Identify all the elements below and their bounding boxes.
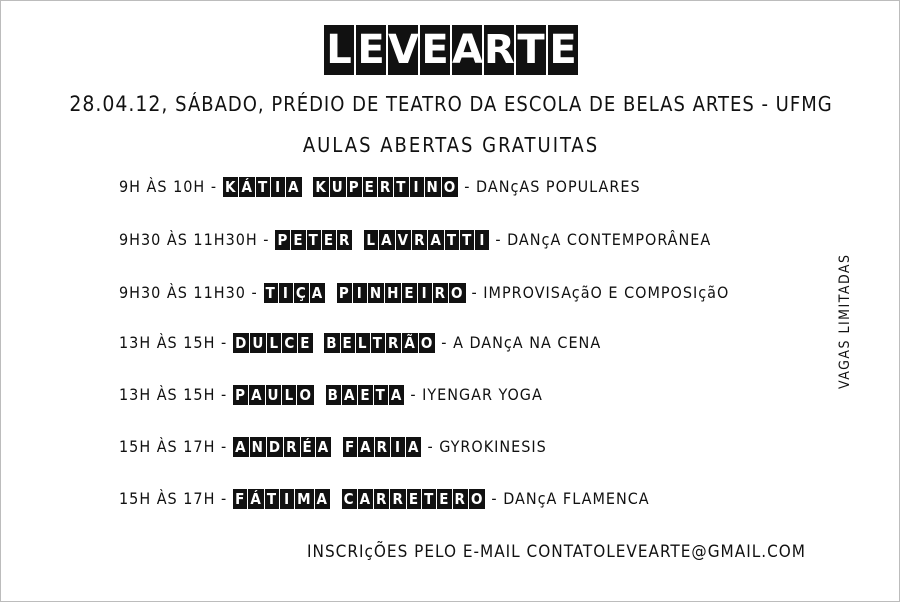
class-topic: - IYENGAR YOGA xyxy=(410,385,543,404)
schedule-row xyxy=(119,176,641,198)
teacher-letter: T xyxy=(257,178,269,196)
teacher-letter: E xyxy=(404,284,415,302)
teacher-letter: T xyxy=(375,386,386,404)
teacher-letter: R xyxy=(379,178,392,196)
title-letter: E xyxy=(421,27,449,73)
event-dateline xyxy=(1,92,900,116)
teacher-letter: Á xyxy=(241,178,253,196)
teacher-letter: E xyxy=(342,334,353,352)
teacher-letter xyxy=(303,177,313,197)
schedule-row xyxy=(119,488,650,510)
teacher-letter: I xyxy=(353,283,367,303)
teacher-letter: V xyxy=(397,231,410,249)
teacher-letter: Ã xyxy=(404,334,416,352)
teacher-letter: A xyxy=(430,231,442,249)
schedule-row xyxy=(119,229,711,251)
teacher-letter: A xyxy=(311,284,324,302)
teacher-letter: A xyxy=(251,386,263,404)
teacher-letter: C xyxy=(343,490,355,508)
teacher-letter: R xyxy=(376,438,389,456)
limited-spots-note: VAGAS LIMITADAS xyxy=(837,253,853,389)
teacher-letter: D xyxy=(235,334,248,352)
teacher-letter: K xyxy=(315,178,327,196)
teacher-letter: E xyxy=(408,490,420,508)
teacher-letter: N xyxy=(426,178,439,196)
teacher-letter xyxy=(314,333,324,353)
teacher-name xyxy=(233,489,485,509)
schedule-row xyxy=(119,436,547,458)
teacher-name xyxy=(264,283,466,303)
teacher-letter: R xyxy=(454,490,466,508)
teacher-letter: E xyxy=(439,490,450,508)
teacher-letter: C xyxy=(284,334,296,352)
event-subtitle: AULAS ABERTAS GRATUITAS xyxy=(302,133,600,157)
teacher-letter: A xyxy=(288,178,300,196)
teacher-letter: A xyxy=(235,438,247,456)
teacher-letter: U xyxy=(252,334,265,352)
signup-info: INSCRIçÕES PELO E-MAIL CONTATOLEVEARTE@GMAIL.COM xyxy=(307,542,806,562)
teacher-letter: Á xyxy=(250,490,262,508)
teacher-letter: T xyxy=(446,231,458,249)
teacher-letter: K xyxy=(225,178,237,196)
teacher-letter: R xyxy=(387,334,400,352)
title-letter: T xyxy=(517,27,545,73)
event-title-letters xyxy=(324,25,578,75)
teacher-letter: A xyxy=(390,386,403,404)
teacher-letter: A xyxy=(381,231,393,249)
class-topic: - DANçA CONTEMPORÂNEA xyxy=(495,230,712,249)
class-topic: - GYROKINESIS xyxy=(427,437,547,456)
teacher-letter: E xyxy=(364,178,375,196)
teacher-letter xyxy=(331,489,341,509)
teacher-letter: T xyxy=(424,490,435,508)
teacher-letter: O xyxy=(443,178,457,196)
teacher-letter: E xyxy=(323,231,335,249)
teacher-letter: I xyxy=(410,177,424,197)
teacher-letter: A xyxy=(316,490,328,508)
class-time: 13H ÀS 15H - xyxy=(119,333,228,352)
teacher-letter: A xyxy=(408,438,420,456)
teacher-letter: R xyxy=(286,438,298,456)
teacher-letter: T xyxy=(462,231,473,249)
teacher-letter: T xyxy=(372,334,383,352)
teacher-letter: P xyxy=(338,284,350,302)
class-time: 9H ÀS 10H - xyxy=(119,177,218,196)
teacher-name xyxy=(223,177,458,197)
teacher-name xyxy=(233,385,404,405)
teacher-letter: R xyxy=(376,490,388,508)
class-topic: - IMPROVISAçãO E COMPOSIçãO xyxy=(471,283,730,302)
teacher-letter xyxy=(353,230,363,250)
teacher-letter: L xyxy=(364,230,378,250)
teacher-letter: I xyxy=(279,283,293,303)
teacher-letter: B xyxy=(327,386,339,404)
class-time: 15H ÀS 17H - xyxy=(119,437,228,456)
title-letter: E xyxy=(549,27,577,73)
teacher-letter: I xyxy=(271,177,285,197)
teacher-letter: L xyxy=(282,385,296,405)
teacher-letter: P xyxy=(235,386,247,404)
teacher-letter: A xyxy=(317,438,330,456)
teacher-letter: R xyxy=(414,231,426,249)
event-venue: SÁBADO, PRÉDIO DE TEATRO DA ESCOLA DE BELAS ARTES - UFMG xyxy=(175,92,833,116)
teacher-letter: O xyxy=(451,284,464,302)
title-letter: L xyxy=(324,25,354,75)
teacher-letter xyxy=(326,283,336,303)
schedule-row xyxy=(119,282,729,304)
title-letter: V xyxy=(388,27,419,73)
teacher-letter: L xyxy=(267,333,281,353)
teacher-letter: T xyxy=(396,178,407,196)
teacher-letter: A xyxy=(343,386,356,404)
teacher-letter: N xyxy=(369,284,383,302)
teacher-letter: O xyxy=(299,386,312,404)
title-letter: R xyxy=(484,27,515,73)
teacher-letter: A xyxy=(360,438,372,456)
teacher-letter: O xyxy=(470,490,484,508)
teacher-letter: É xyxy=(302,438,313,456)
teacher-letter: R xyxy=(434,284,447,302)
teacher-letter: I xyxy=(418,283,432,303)
teacher-letter: F xyxy=(344,438,356,456)
class-topic: - DANçAS POPULARES xyxy=(464,177,641,196)
teacher-letter: Ç xyxy=(295,284,307,302)
class-time: 9H30 ÀS 11H30H - xyxy=(119,230,270,249)
teacher-name xyxy=(233,333,435,353)
teacher-letter: I xyxy=(475,230,489,250)
schedule-row xyxy=(119,384,543,406)
teacher-letter: B xyxy=(326,334,338,352)
teacher-letter: D xyxy=(268,438,282,456)
event-date: 28.04.12, xyxy=(69,92,169,116)
teacher-letter: A xyxy=(359,490,372,508)
class-topic: - A DANçA NA CENA xyxy=(441,333,602,352)
teacher-letter: O xyxy=(420,334,434,352)
teacher-letter: I xyxy=(391,437,405,457)
class-time: 9H30 ÀS 11H30 - xyxy=(119,283,258,302)
schedule-row xyxy=(119,332,601,354)
class-topic: - DANçA FLAMENCA xyxy=(491,489,650,508)
teacher-name xyxy=(275,230,489,250)
teacher-name xyxy=(233,437,421,457)
title-letter: A xyxy=(452,27,483,73)
teacher-letter: U xyxy=(331,178,344,196)
title-letter: E xyxy=(357,27,385,73)
teacher-letter: T xyxy=(265,284,276,302)
teacher-letter: M xyxy=(297,490,312,508)
teacher-letter: I xyxy=(280,489,294,509)
teacher-letter xyxy=(315,385,325,405)
teacher-letter xyxy=(332,437,342,457)
teacher-letter: T xyxy=(308,231,319,249)
teacher-letter: F xyxy=(235,490,246,508)
teacher-letter: P xyxy=(348,178,360,196)
teacher-letter: E xyxy=(360,386,371,404)
teacher-letter: R xyxy=(339,231,351,249)
teacher-letter: P xyxy=(277,231,289,249)
teacher-letter: H xyxy=(387,284,400,302)
teacher-letter: L xyxy=(356,333,370,353)
teacher-letter: E xyxy=(300,334,311,352)
event-title xyxy=(1,25,900,75)
class-time: 15H ÀS 17H - xyxy=(119,489,228,508)
teacher-letter: T xyxy=(266,490,278,508)
teacher-letter: U xyxy=(267,386,280,404)
teacher-letter: R xyxy=(392,490,404,508)
teacher-letter: E xyxy=(293,231,304,249)
class-time: 13H ÀS 15H - xyxy=(119,385,228,404)
teacher-letter: N xyxy=(251,438,264,456)
